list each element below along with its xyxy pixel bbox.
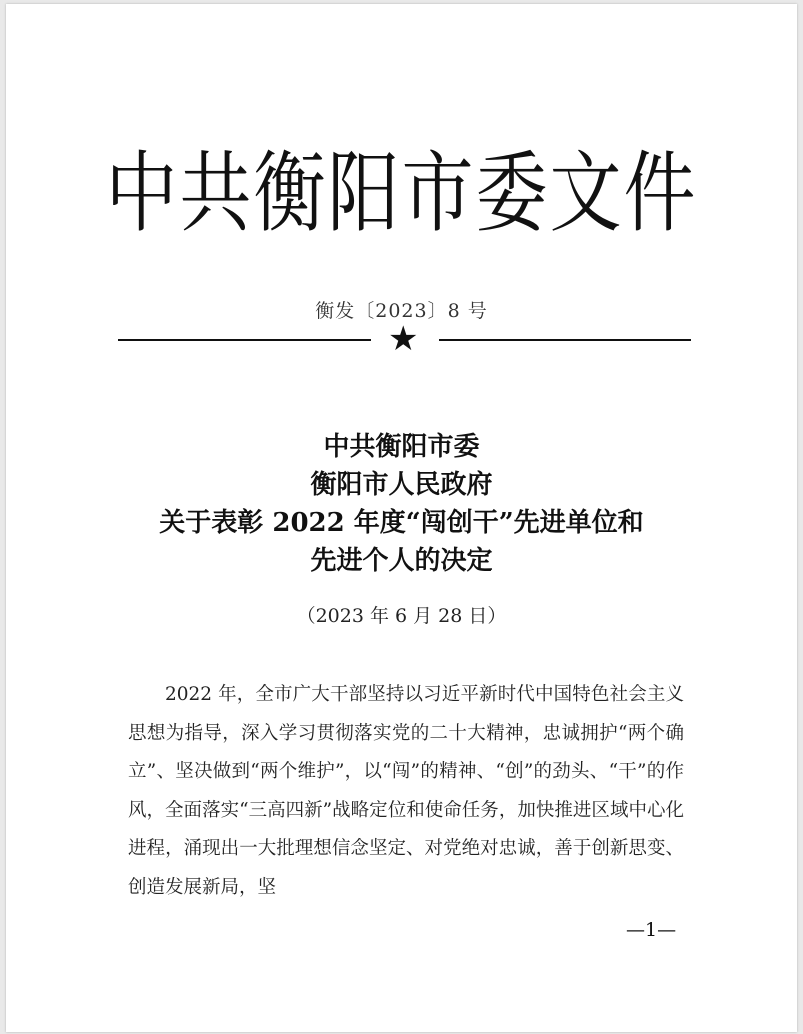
body-paragraph: 2022 年，全市广大干部坚持以习近平新时代中国特色社会主义思想为指导，深入学习贯彻落实党的二十大精神，忠诚拥护“两个确立”、坚决做到“两个维护”，以“闯”的精神、“创”的劲头、“干”的作风，全面落实“三高四新”战略定位和使命任务，加快推进区域中心化进程，涌现出一大批理想信念坚定、对党绝对忠诚，善于创新思变、创造发展新局，坚	[128, 684, 684, 898]
document-number: 衡发〔2023〕8 号	[315, 300, 488, 322]
document-page	[6, 4, 797, 1032]
separator-line-right	[439, 339, 691, 341]
title-line-1: 中共衡阳市委	[323, 432, 480, 462]
document-title	[6, 428, 797, 580]
title-line-2: 衡阳市人民政府	[310, 470, 493, 500]
title-line-3: 关于表彰 2022 年度“闯创干”先进单位和	[159, 508, 644, 538]
document-masthead: 中共衡阳市委文件	[105, 141, 698, 244]
star-icon: ★	[388, 319, 419, 359]
title-line-4: 先进个人的决定	[310, 546, 493, 576]
separator-line-left	[118, 339, 371, 341]
page-number: —1—	[626, 919, 677, 941]
document-date: （2023 年 6 月 28 日）	[296, 605, 507, 627]
